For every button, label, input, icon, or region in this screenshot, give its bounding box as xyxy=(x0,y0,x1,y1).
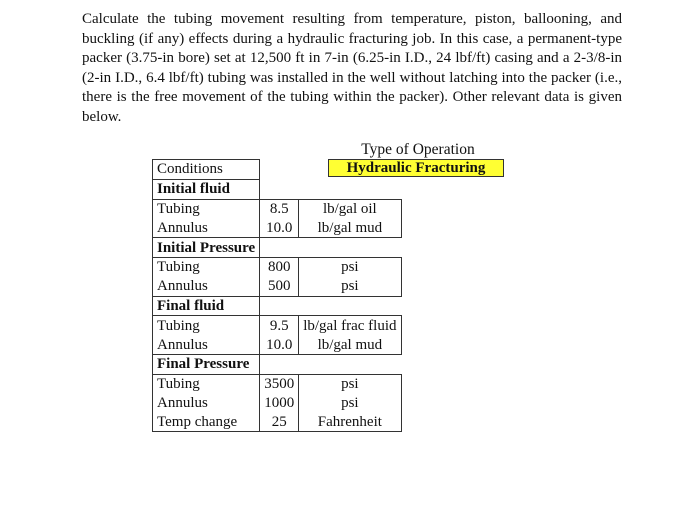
row-unit: psi xyxy=(299,374,401,393)
row-value: 1000 xyxy=(260,394,299,413)
table-header-row xyxy=(153,160,402,180)
section-title: Final Pressure xyxy=(153,354,260,374)
row-label: Annulus xyxy=(153,218,260,237)
row-label: Annulus xyxy=(153,335,260,354)
table-row xyxy=(153,412,402,431)
row-label: Tubing xyxy=(153,257,260,276)
row-unit: lb/gal frac fluid xyxy=(299,316,401,335)
row-unit: Fahrenheit xyxy=(299,412,401,431)
table-row xyxy=(153,257,402,276)
row-unit: lb/gal oil xyxy=(299,199,401,218)
section-row xyxy=(153,179,402,199)
row-value: 10.0 xyxy=(260,218,299,237)
row-value: 800 xyxy=(260,257,299,276)
table-row xyxy=(153,335,402,354)
section-title: Initial Pressure xyxy=(153,238,260,258)
row-label: Annulus xyxy=(153,394,260,413)
row-value: 10.0 xyxy=(260,335,299,354)
operation-name-highlight: Hydraulic Fracturing xyxy=(328,159,504,177)
table-row xyxy=(153,199,402,218)
row-label: Tubing xyxy=(153,316,260,335)
row-unit: lb/gal mud xyxy=(299,335,401,354)
conditions-grid xyxy=(152,159,402,432)
problem-statement: Calculate the tubing movement resulting from temperature, piston, ballooning, and buckling (if any) effects during a hydraulic fracturing job. In this case, a permanent-type packer (3.75-in bore) set at 12,500 ft in 7-in (6.25-in I.D., 24 lbf/ft) casing and a 2-3/8-in (2-in I.D., 6.4 lbf/ft) tubing was installed in the well without latching into the packer (i.e., there is the free movement of the tubing within the packer). Other relevant data is given below. xyxy=(82,11,622,125)
row-value: 3500 xyxy=(260,374,299,393)
row-label: Tubing xyxy=(153,374,260,393)
row-unit: lb/gal mud xyxy=(299,218,401,237)
row-label: Tubing xyxy=(153,199,260,218)
row-label: Temp change xyxy=(153,412,260,431)
table-row xyxy=(153,374,402,393)
table-row xyxy=(153,316,402,335)
section-row xyxy=(153,238,402,258)
section-title: Initial fluid xyxy=(153,179,260,199)
table-row xyxy=(153,218,402,237)
row-unit: psi xyxy=(299,257,401,276)
row-value: 500 xyxy=(260,277,299,296)
row-value: 8.5 xyxy=(260,199,299,218)
row-value: 25 xyxy=(260,412,299,431)
operation-type-header: Type of Operation xyxy=(361,141,475,158)
section-title: Final fluid xyxy=(153,296,260,316)
conditions-header: Conditions xyxy=(153,160,260,180)
table-row xyxy=(153,394,402,413)
row-value: 9.5 xyxy=(260,316,299,335)
row-unit: psi xyxy=(299,277,401,296)
section-row xyxy=(153,354,402,374)
section-row xyxy=(153,296,402,316)
row-unit: psi xyxy=(299,394,401,413)
row-label: Annulus xyxy=(153,277,260,296)
table-row xyxy=(153,277,402,296)
